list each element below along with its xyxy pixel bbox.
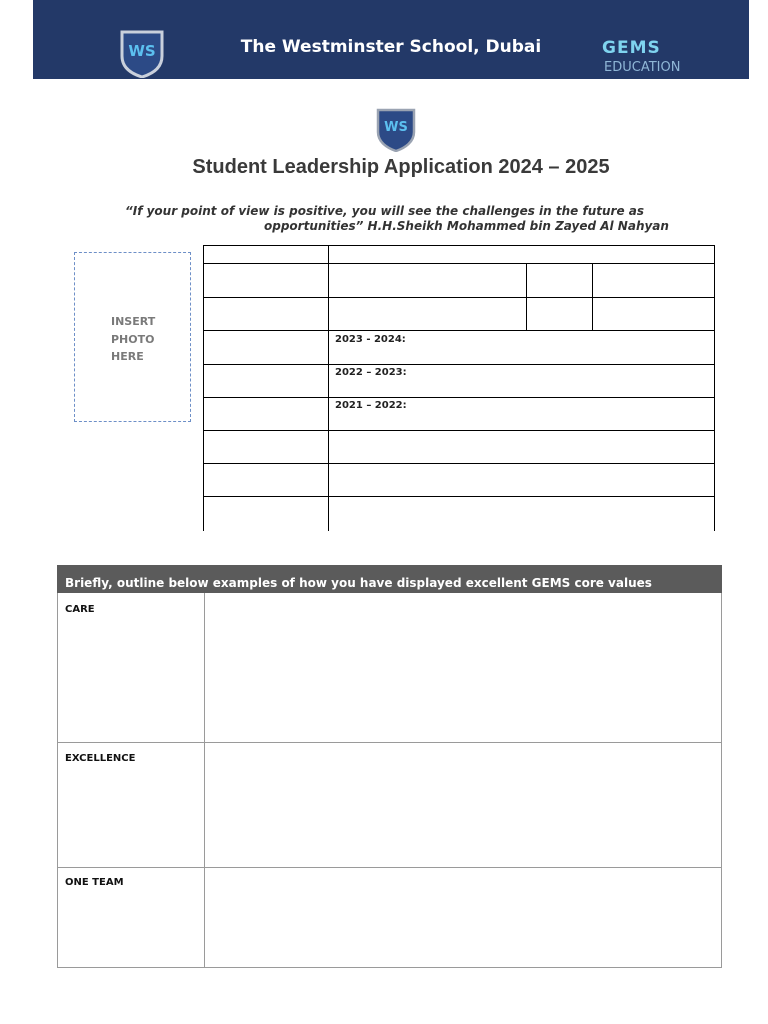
excellence-response-field[interactable] [205, 743, 721, 867]
table-border [203, 364, 715, 365]
table-border [714, 245, 715, 531]
care-response-field[interactable] [205, 594, 721, 742]
value-label-one-team: ONE TEAM [65, 877, 124, 888]
crest-letters: WS [384, 120, 408, 135]
table-border [203, 397, 715, 398]
photo-placeholder-text: INSERT PHOTO HERE [111, 315, 156, 363]
header-banner [33, 0, 749, 79]
school-crest-icon [376, 108, 416, 152]
table-border [203, 263, 715, 264]
table-border [203, 496, 715, 497]
school-name: The Westminster School, Dubai [240, 37, 542, 57]
photo-upload-box[interactable] [74, 252, 191, 422]
table-border [526, 263, 527, 330]
table-border [203, 245, 204, 531]
gems-logo-word: GEMS [602, 38, 661, 58]
applicant-details-table [203, 245, 715, 531]
table-border [328, 245, 329, 531]
quote-line-1: “If your point of view is positive, you will see the challenges in the future as [125, 204, 644, 218]
one-team-response-field[interactable] [205, 868, 721, 967]
quote-line-2: opportunities” H.H.Sheikh Mohammed bin Zayed Al Nahyan [264, 219, 669, 233]
gems-logo-education: EDUCATION [604, 60, 681, 75]
table-border [203, 430, 715, 431]
table-border [57, 593, 58, 968]
value-label-excellence: EXCELLENCE [65, 753, 136, 764]
table-border [203, 245, 715, 246]
year-label: 2021 – 2022: [335, 400, 407, 411]
year-label: 2022 – 2023: [335, 367, 407, 378]
core-values-table [57, 565, 722, 968]
core-values-heading-bar [57, 565, 722, 593]
value-label-care: CARE [65, 604, 95, 615]
crest-letters: WS [128, 42, 156, 60]
table-border [203, 463, 715, 464]
table-border [592, 263, 593, 330]
table-border [203, 297, 715, 298]
table-border [203, 330, 715, 331]
page-title: Student Leadership Application 2024 – 2025 [192, 156, 610, 178]
gems-education-logo [602, 38, 692, 78]
table-border [57, 967, 722, 968]
core-values-heading: Briefly, outline below examples of how you have displayed excellent GEMS core values [65, 576, 652, 590]
table-border [721, 593, 722, 968]
year-label: 2023 - 2024: [335, 334, 406, 345]
